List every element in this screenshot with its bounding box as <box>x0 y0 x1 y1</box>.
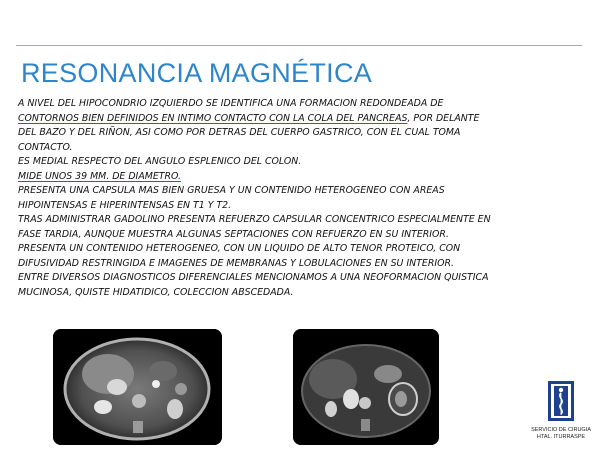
text-fragment: , POR DELANTE <box>407 112 480 124</box>
text-line <box>18 112 584 127</box>
findings-text <box>18 97 584 300</box>
hospital-logo-icon <box>548 381 574 421</box>
underlined-phrase: CONTORNOS BIEN DEFINIDOS EN INTIMO CONTACTO CON LA COLA DEL PANCREAS <box>18 112 408 124</box>
underlined-measurement: MIDE UNOS 39 MM. DE DIAMETRO. <box>18 170 181 182</box>
hospital-logo <box>548 381 574 421</box>
text-line: PRESENTA UN CONTENIDO HETEROGENEO, CON UN LIQUIDO DE ALTO TENOR PROTEICO, CON <box>18 243 461 254</box>
slide-title: RESONANCIA MAGNÉTICA <box>21 58 373 88</box>
text-line: PRESENTA UNA CAPSULA MAS BIEN GRUESA Y UN CONTENIDO HETEROGENEO CON AREAS <box>18 185 445 196</box>
logo-caption <box>528 427 594 441</box>
mri-image-2 <box>293 329 439 445</box>
mri-axial-slice-1 <box>53 329 222 445</box>
logo-caption-line: SERVICIO DE CIRUGIA <box>531 427 591 433</box>
title-rule <box>16 45 582 46</box>
text-line: A NIVEL DEL HIPOCONDRIO IZQUIERDO SE IDENTIFICA UNA FORMACION REDONDEADA DE <box>18 98 444 109</box>
logo-caption-line: HTAL. ITURRASPE <box>536 434 586 440</box>
mri-axial-slice-2 <box>293 329 439 445</box>
text-line: HIPOINTENSAS E HIPERINTENSAS EN T1 Y T2. <box>18 199 232 211</box>
text-line: ENTRE DIVERSOS DIAGNOSTICOS DIFERENCIALES MENCIONAMOS A UNA NEOFORMACION QUISTICA <box>18 272 489 283</box>
text-line: FASE TARDIA, AUNQUE MUESTRA ALGUNAS SEPTACIONES CON REFUERZO EN SU INTERIOR. <box>18 228 449 240</box>
text-line: MUCINOSA, QUISTE HIDATIDICO, COLECCION ABSCEDADA. <box>18 286 294 298</box>
mri-image-1 <box>53 329 222 445</box>
text-line: ES MEDIAL RESPECTO DEL ANGULO ESPLENICO DEL COLON. <box>18 156 302 167</box>
text-line: DEL BAZO Y DEL RIÑON, ASI COMO POR DETRAS DEL CUERPO GASTRICO, CON EL CUAL TOMA <box>18 127 461 138</box>
text-line: DIFUSIVIDAD RESTRINGIDA E IMAGENES DE MEMBRANAS Y LOBULACIONES EN SU INTERIOR. <box>18 257 454 269</box>
text-line: CONTACTO. <box>18 141 73 153</box>
text-line <box>18 170 584 185</box>
text-line: TRAS ADMINISTRAR GADOLINO PRESENTA REFUERZO CAPSULAR CONCENTRICO ESPECIALMENTE EN <box>18 214 491 225</box>
